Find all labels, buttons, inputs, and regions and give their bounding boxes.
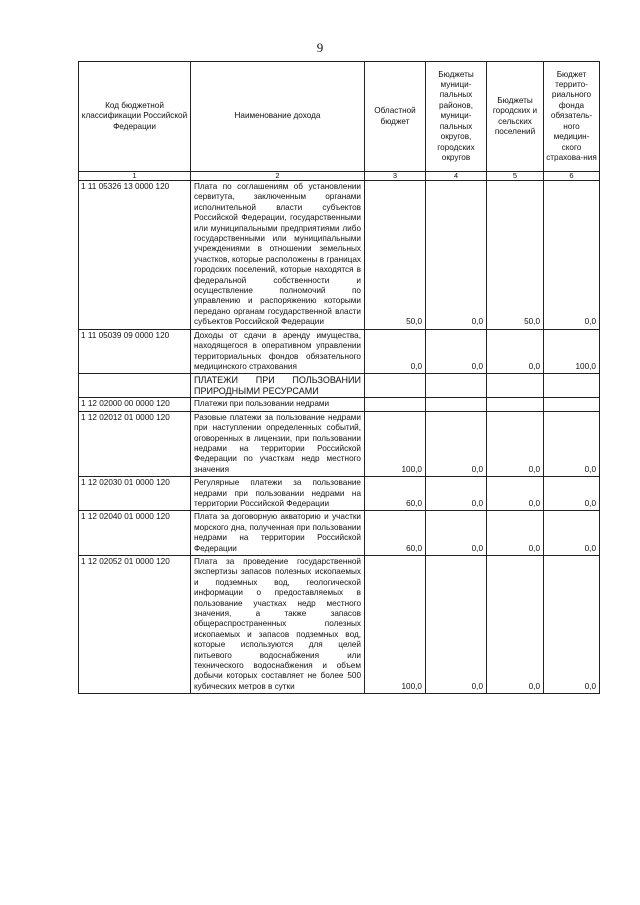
regional-budget-value: 0,0 xyxy=(365,329,426,374)
revenue-name-cell: Плата по соглашениям об установлении сервитута, заключенным органами исполнительной власти субъектов Российской Федерации, государственными или муниципальными предприятиями либо государственными или муниципальными учреждениями в отношении земельных участков, которые расположены в границах городских поселений, которые находятся в федеральной собственности и осуществление полномочий по управлению и распоряжению которыми передано органам государственной власти субъектов Российской Федерации xyxy=(191,181,365,330)
table-header-row xyxy=(79,62,600,172)
municipal-budget-value: 0,0 xyxy=(426,329,487,374)
regional-budget-value xyxy=(365,398,426,411)
regional-budget-value: 100,0 xyxy=(365,556,426,694)
revenue-name-cell: Доходы от сдачи в аренду имущества, находящегося в оперативном управлении территориальных фондов обязательного медицинского страхования xyxy=(191,329,365,374)
insurance-fund-value: 100,0 xyxy=(544,329,600,374)
budget-code-cell: 1 11 05039 09 0000 120 xyxy=(79,329,191,374)
settlement-budget-value xyxy=(487,398,544,411)
revenue-name-cell: Разовые платежи за пользование недрами при наступлении определенных событий, оговоренных в лицензии, при пользовании недрами на территории Российской Федерации по участкам недр местного значения xyxy=(191,411,365,476)
column-number: 3 xyxy=(365,172,426,181)
settlement-budget-value: 0,0 xyxy=(487,411,544,476)
settlement-budget-value: 0,0 xyxy=(487,477,544,511)
regional-budget-value xyxy=(365,374,426,398)
insurance-fund-value: 0,0 xyxy=(544,556,600,694)
municipal-budget-value: 0,0 xyxy=(426,411,487,476)
table-row xyxy=(79,374,600,398)
table-row xyxy=(79,398,600,411)
insurance-fund-value xyxy=(544,398,600,411)
municipal-budget-value xyxy=(426,374,487,398)
header-municipal-budgets: Бюджеты муници-пальных районов, муници-пальных округов, городских округов xyxy=(426,62,487,172)
budget-code-cell xyxy=(79,374,191,398)
column-number: 2 xyxy=(191,172,365,181)
municipal-budget-value: 0,0 xyxy=(426,477,487,511)
column-number: 6 xyxy=(544,172,600,181)
budget-code-cell: 1 12 02000 00 0000 120 xyxy=(79,398,191,411)
revenue-name-cell: Регулярные платежи за пользование недрами при пользовании недрами на территории Российской Федерации xyxy=(191,477,365,511)
header-settlement-budgets: Бюджеты городских и сельских поселений xyxy=(487,62,544,172)
settlement-budget-value: 0,0 xyxy=(487,511,544,556)
insurance-fund-value: 0,0 xyxy=(544,411,600,476)
regional-budget-value: 50,0 xyxy=(365,181,426,330)
page-number: 9 xyxy=(316,40,324,55)
regional-budget-value: 100,0 xyxy=(365,411,426,476)
header-regional-budget: Областной бюджет xyxy=(365,62,426,172)
table-row xyxy=(79,511,600,556)
column-number-row xyxy=(79,172,600,181)
regional-budget-value: 60,0 xyxy=(365,511,426,556)
revenue-name-cell: ПЛАТЕЖИ ПРИ ПОЛЬЗОВАНИИ ПРИРОДНЫМИ РЕСУРСАМИ xyxy=(191,374,365,398)
budget-code-cell: 1 12 02040 01 0000 120 xyxy=(79,511,191,556)
table-row xyxy=(79,181,600,330)
municipal-budget-value: 0,0 xyxy=(426,511,487,556)
settlement-budget-value: 0,0 xyxy=(487,556,544,694)
table-row xyxy=(79,329,600,374)
settlement-budget-value: 50,0 xyxy=(487,181,544,330)
column-number: 5 xyxy=(487,172,544,181)
header-insurance-fund-budget: Бюджет террито-риального фонда обязатель-ного медицин-ского страхова-ния xyxy=(544,62,600,172)
municipal-budget-value: 0,0 xyxy=(426,181,487,330)
budget-code-cell: 1 11 05326 13 0000 120 xyxy=(79,181,191,330)
insurance-fund-value: 0,0 xyxy=(544,181,600,330)
revenue-name-cell: Плата за проведение государственной экспертизы запасов полезных ископаемых и подземных вод, геологической информации о предоставляемых в пользование участках недр местного значения, а также запасов общераспространенных полезных ископаемых и запасов подземных вод, которые используются для целей питьевого водоснабжения или технического водоснабжения и объем добычи которых составляет не более 500 кубических метров в сутки xyxy=(191,556,365,694)
insurance-fund-value: 0,0 xyxy=(544,511,600,556)
municipal-budget-value xyxy=(426,398,487,411)
settlement-budget-value xyxy=(487,374,544,398)
settlement-budget-value: 0,0 xyxy=(487,329,544,374)
budget-code-cell: 1 12 02030 01 0000 120 xyxy=(79,477,191,511)
revenue-name-cell: Плата за договорную акваторию и участки морского дна, полученная при пользовании недрами на территории Российской Федерации xyxy=(191,511,365,556)
budget-revenue-table xyxy=(78,61,600,694)
column-number: 1 xyxy=(79,172,191,181)
budget-code-cell: 1 12 02012 01 0000 120 xyxy=(79,411,191,476)
table-row xyxy=(79,477,600,511)
revenue-name-cell: Платежи при пользовании недрами xyxy=(191,398,365,411)
column-number: 4 xyxy=(426,172,487,181)
header-code: Код бюджетной классификации Российской Федерации xyxy=(79,62,191,172)
table-row xyxy=(79,411,600,476)
municipal-budget-value: 0,0 xyxy=(426,556,487,694)
budget-code-cell: 1 12 02052 01 0000 120 xyxy=(79,556,191,694)
insurance-fund-value xyxy=(544,374,600,398)
header-name: Наименование дохода xyxy=(191,62,365,172)
table-row xyxy=(79,556,600,694)
insurance-fund-value: 0,0 xyxy=(544,477,600,511)
regional-budget-value: 60,0 xyxy=(365,477,426,511)
